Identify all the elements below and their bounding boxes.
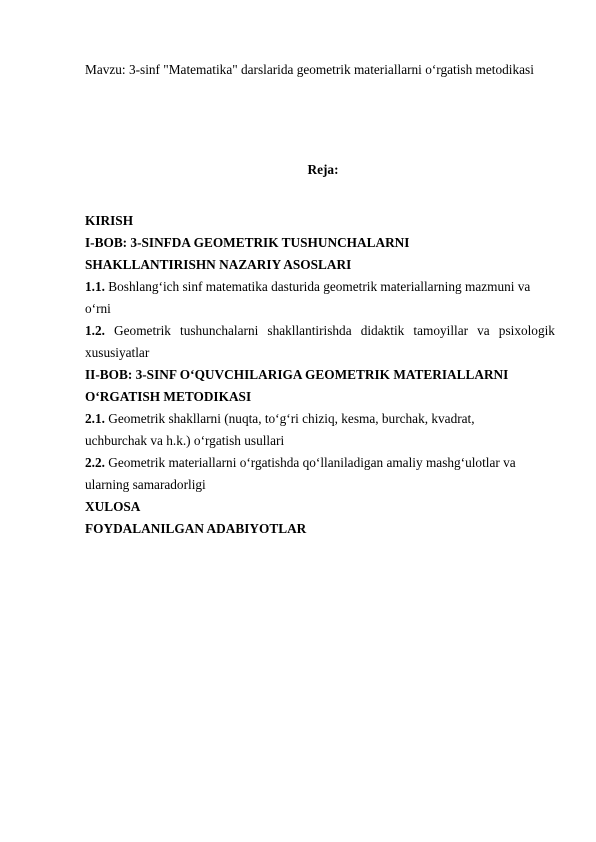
toc-section-2-1-cont: uchburchak va h.k.) o‘rgatish usullari (85, 433, 285, 448)
toc-section-2-2-cont: ularning samaradorligi (85, 477, 206, 492)
toc-section-1-1-cont: o‘rni (85, 301, 111, 316)
plan-title: Reja: (307, 162, 339, 177)
section-text: Geometrik materiallarni o‘rgatishda qo‘llaniladigan amaliy mashg‘ulotlar va (108, 455, 516, 470)
topic-heading: Mavzu: 3-sinf "Matematika" darslarida geometrik materiallarni o‘rgatish metodikasi (85, 62, 534, 77)
toc-section-2-1 (85, 408, 555, 430)
section-word: psixologik (498, 323, 555, 338)
toc-chapter1-line2: SHAKLLANTIRISHN NAZARIY ASOSLARI (85, 257, 352, 272)
section-text: Geometrik shakllarni (nuqta, to‘g‘ri chiziq, kesma, burchak, kvadrat, (108, 411, 475, 426)
toc-section-1-2-cont: xususiyatlar (85, 345, 150, 360)
toc-section-1-2 (85, 320, 555, 342)
toc-intro: KIRISH (85, 213, 134, 228)
section-word: va (477, 323, 490, 338)
toc-section-1-1 (85, 276, 555, 298)
toc-chapter1-line1: I-BOB: 3-SINFDA GEOMETRIK TUSHUNCHALARNI (85, 235, 410, 250)
section-number: 2.1. (85, 411, 105, 426)
section-word: Geometrik (114, 323, 171, 338)
section-word: tamoyillar (413, 323, 469, 338)
section-number: 2.2. (85, 455, 105, 470)
toc-chapter2-line2: O‘RGATISH METODIKASI (85, 389, 252, 404)
toc-references: FOYDALANILGAN ADABIYOTLAR (85, 521, 307, 536)
section-word: tushunchalarni (180, 323, 259, 338)
section-text: Boshlang‘ich sinf matematika dasturida geometrik materiallarning mazmuni va (108, 279, 531, 294)
toc-section-2-2 (85, 452, 555, 474)
toc-chapter2-line1: II-BOB: 3-SINF O‘QUVCHILARIGA GEOMETRIK MATERIALLARNI (85, 367, 509, 382)
table-of-contents (85, 210, 555, 540)
toc-conclusion: XULOSA (85, 499, 141, 514)
section-number: 1.2. (85, 323, 105, 338)
section-word: shakllantirishda (267, 323, 352, 338)
section-word: didaktik (360, 323, 405, 338)
section-number: 1.1. (85, 279, 105, 294)
